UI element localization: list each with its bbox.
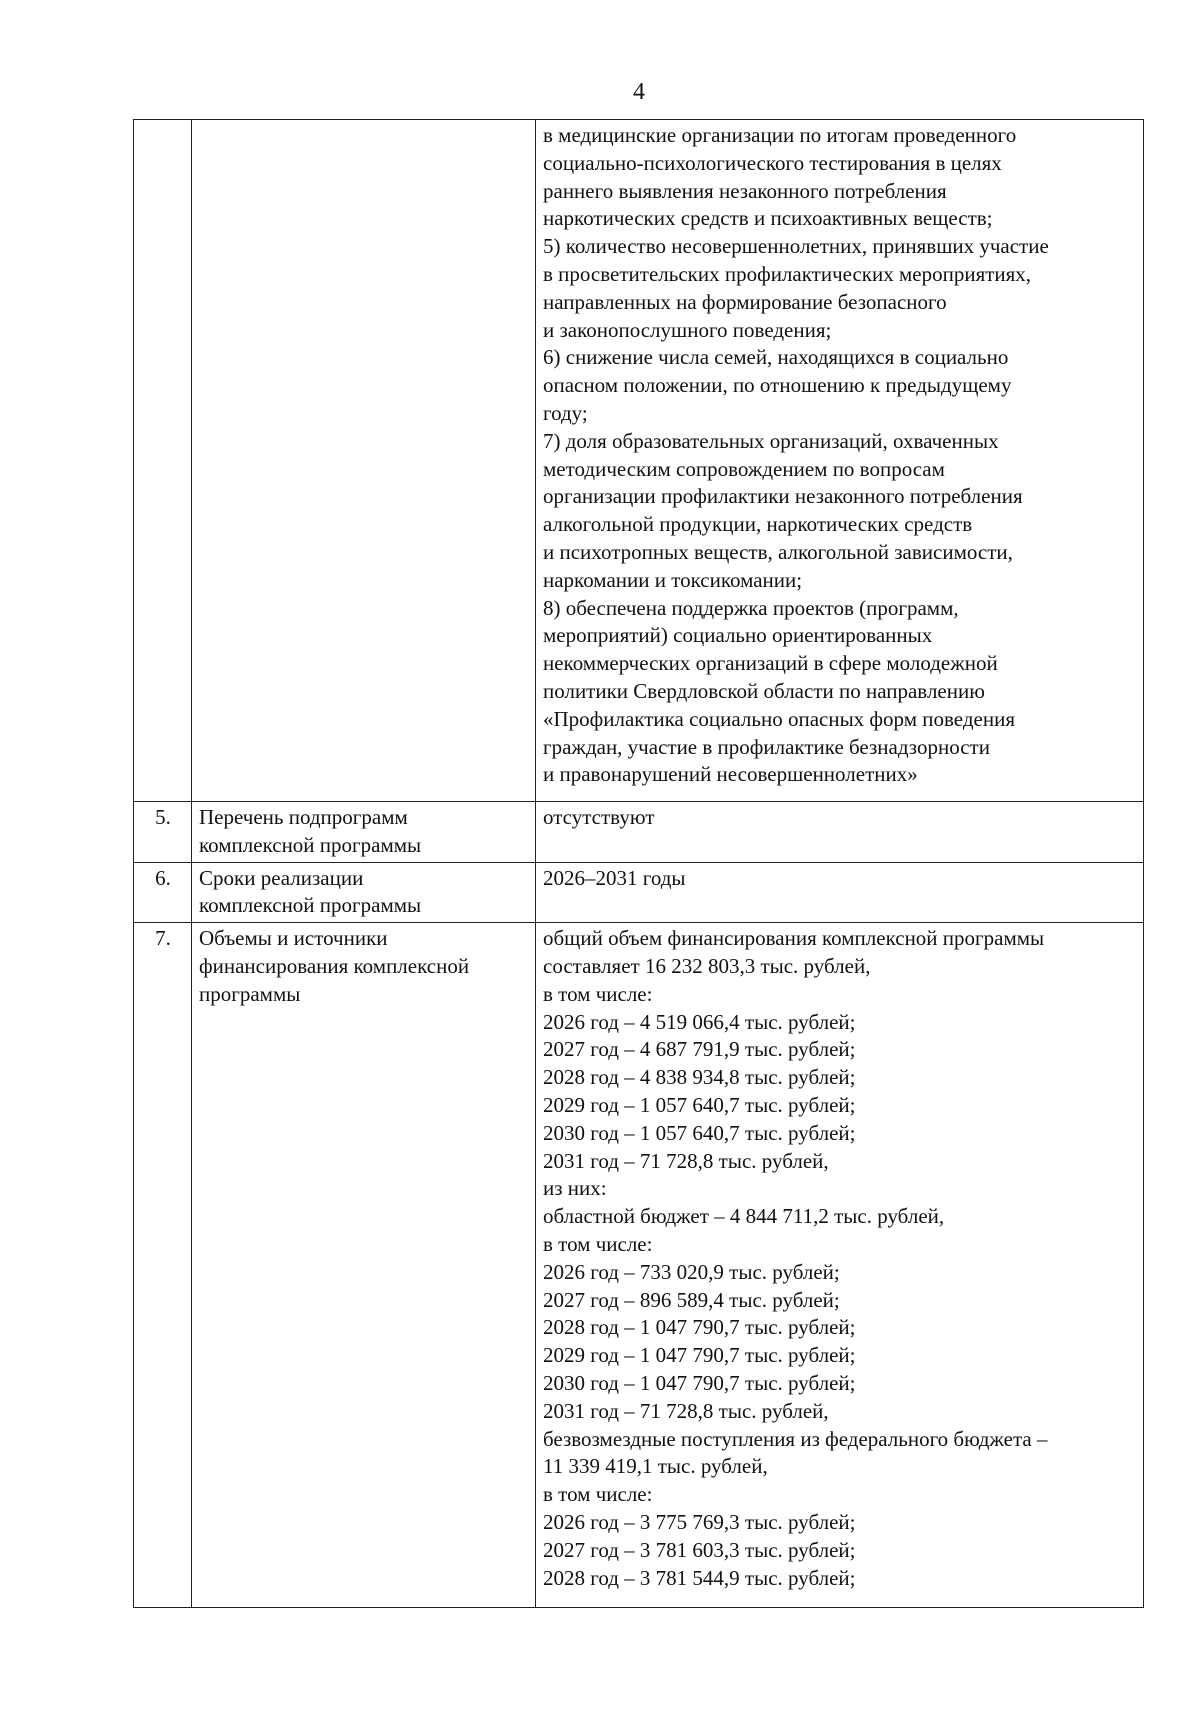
row-number-cell: 6. xyxy=(134,862,192,923)
row-value-cell: в медицинские организации по итогам проведенного социально-психологического тестирования в целях раннего выявления незаконного потребления наркотических средств и психоактивных веществ; 5) количество несовершеннолетних, принявших участие в просветительских профилактических мероприятиях, направленных на формирование безопасного и законопослушного поведения; 6) снижение числа семей, находящихся в социально опасном положении, по отношению к предыдущему году; 7) доля образовательных организаций, охваченных методическим сопровождением по вопросам организации профилактики незаконного потребления алкогольной продукции, наркотических средств и психотропных веществ, алкогольной зависимости, наркомании и токсикомании; 8) обеспечена поддержка проектов (программ, мероприятий) социально ориентированных некоммерческих организаций в сфере молодежной политики Свердловской области по направлению «Профилактика социально опасных форм поведения граждан, участие в профилактике безнадзорности и правонарушений несовершеннолетних» xyxy=(536,120,1144,802)
table-row-7 xyxy=(134,923,1144,1608)
row-value-cell: отсутствуют xyxy=(536,802,1144,863)
table-row-4-continued xyxy=(134,120,1144,802)
row-name-cell: Сроки реализации комплексной программы xyxy=(192,862,536,923)
row-name-cell: Объемы и источники финансирования комплексной программы xyxy=(192,923,536,1608)
row-number-cell: 7. xyxy=(134,923,192,1608)
row-name-cell xyxy=(192,120,536,802)
row-number-cell: 5. xyxy=(134,802,192,863)
passport-table xyxy=(133,119,1144,1608)
table-row-6 xyxy=(134,862,1144,923)
page-number: 4 xyxy=(633,79,645,105)
row-value-cell: 2026–2031 годы xyxy=(536,862,1144,923)
table-row-5 xyxy=(134,802,1144,863)
row-name-cell: Перечень подпрограмм комплексной программы xyxy=(192,802,536,863)
row-value-cell: общий объем финансирования комплексной программы составляет 16 232 803,3 тыс. рублей, в том числе: 2026 год – 4 519 066,4 тыс. рублей; 2027 год – 4 687 791,9 тыс. рублей; 2028 год – 4 838 934,8 тыс. рублей; 2029 год – 1 057 640,7 тыс. рублей; 2030 год – 1 057 640,7 тыс. рублей; 2031 год – 71 728,8 тыс. рублей, из них: областной бюджет – 4 844 711,2 тыс. рублей, в том числе: 2026 год – 733 020,9 тыс. рублей; 2027 год – 896 589,4 тыс. рублей; 2028 год – 1 047 790,7 тыс. рублей; 2029 год – 1 047 790,7 тыс. рублей; 2030 год – 1 047 790,7 тыс. рублей; 2031 год – 71 728,8 тыс. рублей, безвозмездные поступления из федерального бюджета – 11 339 419,1 тыс. рублей, в том числе: 2026 год – 3 775 769,3 тыс. рублей; 2027 год – 3 781 603,3 тыс. рублей; 2028 год – 3 781 544,9 тыс. рублей; xyxy=(536,923,1144,1608)
row-number-cell xyxy=(134,120,192,802)
